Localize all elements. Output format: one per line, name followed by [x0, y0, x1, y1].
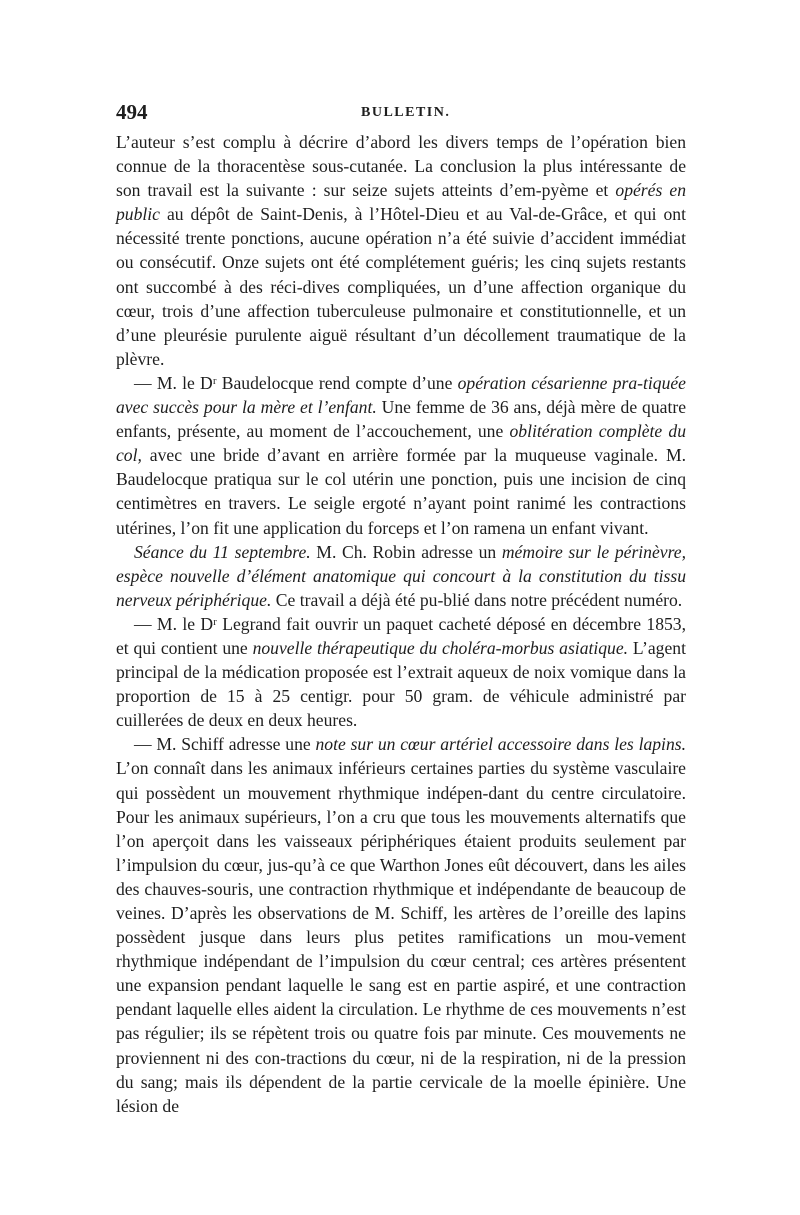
paragraph-legrand [116, 612, 686, 732]
text-run: au dépôt de Saint-Denis, à l’Hôtel-Dieu et au Val-de-Grâce, et qui ont nécessité trente ponctions, aucune opération n’a été suivie d’accident immédiat ou consécutif. Onze sujets ont été complétement guéris; les cinq sujets restants ont succombé à des réci-dives compliquées, un d’une affection organique du cœur, trois d’une affection tuberculeuse pulmonaire et constitutionnelle, et un d’une pleurésie purulente aiguë résultant d’un décollement traumatique de la plèvre. [116, 204, 686, 369]
text-run: — M. le Dʳ Baudelocque rend compte d’une [134, 372, 458, 393]
paragraph-baudelocque [116, 371, 686, 540]
page-number: 494 [116, 100, 148, 124]
page-header [116, 100, 686, 126]
page-body [116, 130, 686, 1118]
paragraph-thoracentese [116, 130, 686, 371]
text-run: — M. le Dʳ Legrand fait ouvrir un paquet cacheté déposé en décembre 1853, et qui contient une [116, 613, 686, 658]
text-run: Ce travail a déjà été pu-blié dans notre précédent numéro. [271, 589, 683, 610]
text-run: — M. Schiff adresse une [134, 734, 316, 755]
text-run: L’auteur s’est complu à décrire d’abord les divers temps de l’opération bien connue de la thoracentèse sous-cutanée. La conclusion la plus intéressante de son travail est la suivante : sur seize sujets atteints d’em-pyème et [116, 132, 686, 201]
text-run: avec une bride d’avant en arrière formée par la muqueuse vaginale. M. Baudelocque pratiqua sur le col utérin une ponction, puis une incision de cinq centimètres en travers. Le seigle ergoté n’ayant point ranimé les contractions utérines, l’on fit une application du forceps et l’on ramena un enfant vivant. [116, 445, 686, 538]
paragraph-seance-11-septembre [116, 540, 686, 612]
italic-text-run: oblitération complète du col, [116, 421, 686, 466]
paragraph-schiff [116, 732, 686, 1118]
text-run: L’on connaît dans les animaux inférieurs certaines parties du système vasculaire qui possèdent un mouvement rhythmique indépen-dant du centre circulatoire. Pour les animaux supérieurs, l’on a cru que tous les mouvements alternatifs que l’on aperçoit dans les vaisseaux périphériques étaient produits seulement par l’impulsion du cœur, jus-qu’à ce que Warthon Jones eût découvert, dans les ailes des chauves-souris, une contraction rhythmique et indépendante de beaucoup de veines. D’après les observations de M. Schiff, les artères de l’oreille des lapins possèdent jusque dans leurs plus petites ramifications un mou-vement rhythmique indépendant de l’impulsion du cœur central; ces artères présentent une expansion pendant laquelle le sang est en partie aspiré, et une contraction pendant laquelle elles aident la circulation. Le rhythme de ces mouvements n’est pas régulier; ils se répètent trois ou quatre fois par minute. Ces mouvements ne proviennent ni des con-tractions du cœur, ni de la respiration, ni de la pression du sang; mais ils dépendent de la partie cervicale de la moelle épinière. Une lésion de [116, 758, 686, 1116]
italic-text-run: nouvelle thérapeutique du choléra-morbus asiatique. [252, 637, 629, 658]
text-run: L’agent principal de la médication proposée est l’extrait aqueux de noix vomique dans la proportion de 15 à 25 centigr. pour 50 gram. de véhicule administré par cuillerées de deux en deux heures. [116, 637, 686, 731]
italic-text-run: opérés en public [116, 180, 686, 225]
text-run: Une femme de 36 ans, déjà mère de quatre enfants, présente, au moment de l’accouchement, une [116, 397, 686, 442]
italic-text-run: mémoire sur le périnèvre, espèce nouvelle d’élément anatomique qui concourt à la constitution du tissu nerveux périphérique. [116, 541, 687, 610]
text-run: M. Ch. Robin adresse un [310, 541, 502, 562]
italic-text-run: note sur un cœur artériel accessoire dans les lapins. [315, 734, 686, 755]
italic-text-run: Séance du 11 septembre. [134, 541, 311, 562]
running-head: BULLETIN. [361, 105, 451, 120]
italic-text-run: opération césarienne pra-tiquée avec succès pour la mère et l’enfant. [116, 372, 686, 418]
